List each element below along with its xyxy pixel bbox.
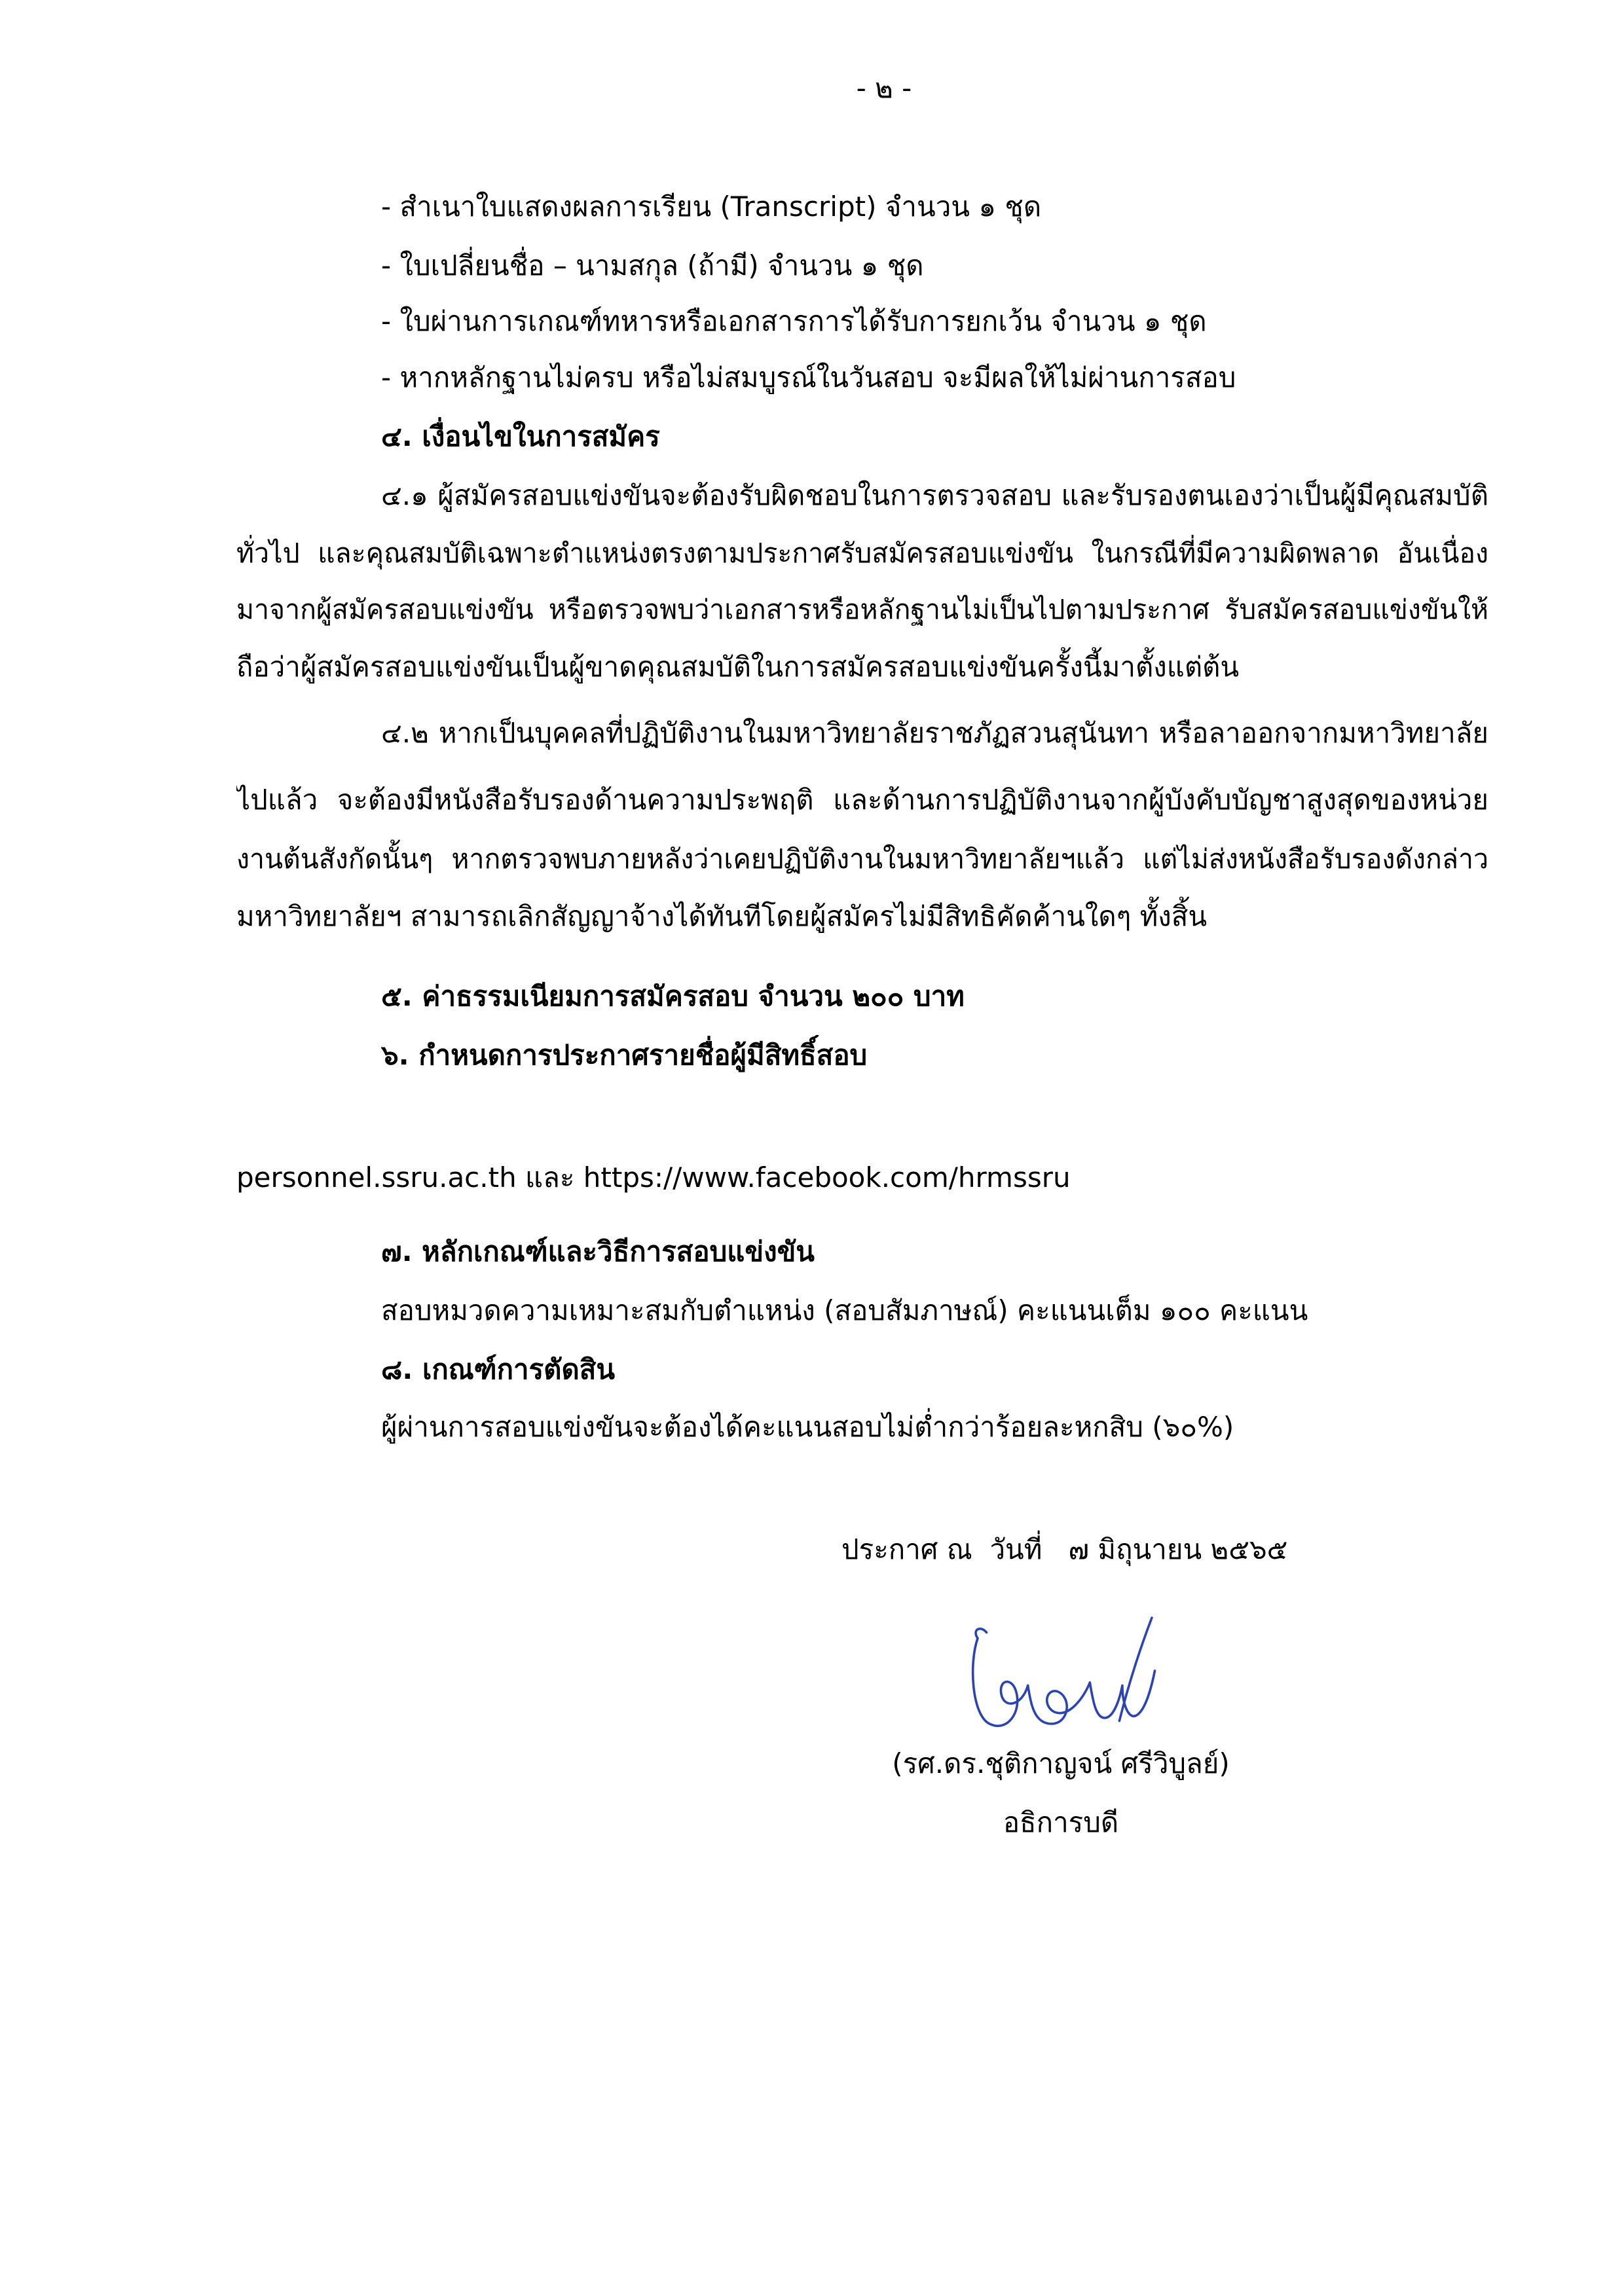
item-4-1-line: ทั่วไป และคุณสมบัติเฉพาะตำแหน่งตรงตามประกาศรับสมัครสอบแข่งขัน ในกรณีที่มีความผิดพลาด อันเนื่อง	[236, 538, 1488, 569]
list-item-military-document: - ใบผ่านการเกณฑ์ทหารหรือเอกสารการได้รับการยกเว้น จำนวน ๑ ชุด	[381, 305, 1207, 337]
section-8-text: ผู้ผ่านการสอบแข่งขันจะต้องได้คะแนนสอบไม่ต่ำกว่าร้อยละหกสิบ (๖๐%)	[381, 1411, 1234, 1443]
signer-name: (รศ.ดร.ชุติกาญจน์ ศรีวิบูลย์)	[892, 1747, 1230, 1779]
signer-position: อธิการบดี	[1003, 1806, 1119, 1838]
section-7-text: สอบหมวดความเหมาะสมกับตำแหน่ง (สอบสัมภาษณ์) คะแนนเต็ม ๑๐๐ คะแนน	[381, 1294, 1308, 1326]
item-4-2-line: งานต้นสังกัดนั้นๆ หากตรวจพบภายหลังว่าเคยปฏิบัติงานในมหาวิทยาลัยฯแล้ว แต่ไม่ส่งหนังสือรับรองดังกล่าว	[236, 843, 1488, 875]
section-8-heading: ๘. เกณฑ์การตัดสิน	[381, 1353, 616, 1385]
list-item-name-change: - ใบเปลี่ยนชื่อ – นามสกุล (ถ้ามี) จำนวน ๑ ชุด	[381, 249, 924, 282]
website-continuation: personnel.ssru.ac.th และ https://www.facebook.com/hrmssru	[236, 1161, 1071, 1194]
section-7-heading: ๗. หลักเกณฑ์และวิธีการสอบแข่งขัน	[381, 1235, 815, 1267]
item-4-2-line: ๔.๒ หากเป็นบุคคลที่ปฏิบัติงานในมหาวิทยาลัยราชภัฏสวนสุนันทา หรือลาออกจากมหาวิทยาลัย	[381, 717, 1488, 749]
announced-date: ประกาศ ณ วันที่ ๗ มิถุนายน ๒๕๖๕	[841, 1533, 1288, 1565]
handwritten-signature	[966, 1612, 1158, 1736]
page-number: - ๒ -	[856, 72, 912, 104]
item-4-2-line: ไปแล้ว จะต้องมีหนังสือรับรองด้านความประพฤติ และด้านการปฏิบัติงานจากผู้บังคับบัญชาสูงสุดของหน่วย	[236, 784, 1488, 816]
list-item-transcript: - สำเนาใบแสดงผลการเรียน (Transcript) จำนวน ๑ ชุด	[381, 191, 1042, 223]
section-4-heading: ๔. เงื่อนไขในการสมัคร	[381, 420, 660, 452]
section-5-heading: ๕. ค่าธรรมเนียมการสมัครสอบ จำนวน ๒๐๐ บาท	[381, 980, 965, 1012]
list-item-incomplete-evidence-note: - หากหลักฐานไม่ครบ หรือไม่สมบูรณ์ในวันสอบ จะมีผลให้ไม่ผ่านการสอบ	[381, 361, 1236, 393]
section-6-heading: ๖. กำหนดการประกาศรายชื่อผู้มีสิทธิ์สอบ	[381, 1039, 868, 1071]
item-4-1-line: ๔.๑ ผู้สมัครสอบแข่งขันจะต้องรับผิดชอบในการตรวจสอบ และรับรองตนเองว่าเป็นผู้มีคุณสมบัติ	[381, 479, 1488, 511]
item-4-1-line: ถือว่าผู้สมัครสอบแข่งขันเป็นผู้ขาดคุณสมบัติในการสมัครสอบแข่งขันครั้งนี้มาตั้งแต่ต้น	[236, 651, 1240, 683]
item-4-1-line: มาจากผู้สมัครสอบแข่งขัน หรือตรวจพบว่าเอกสารหรือหลักฐานไม่เป็นไปตามประกาศ รับสมัครสอบแข่งขันให้	[236, 594, 1488, 625]
announcement-line	[381, 1089, 1488, 1146]
item-4-2-line: มหาวิทยาลัยฯ สามารถเลิกสัญญาจ้างได้ทันทีโดยผู้สมัครไม่มีสิทธิคัดค้านใดๆ ทั้งสิ้น	[236, 900, 1208, 932]
